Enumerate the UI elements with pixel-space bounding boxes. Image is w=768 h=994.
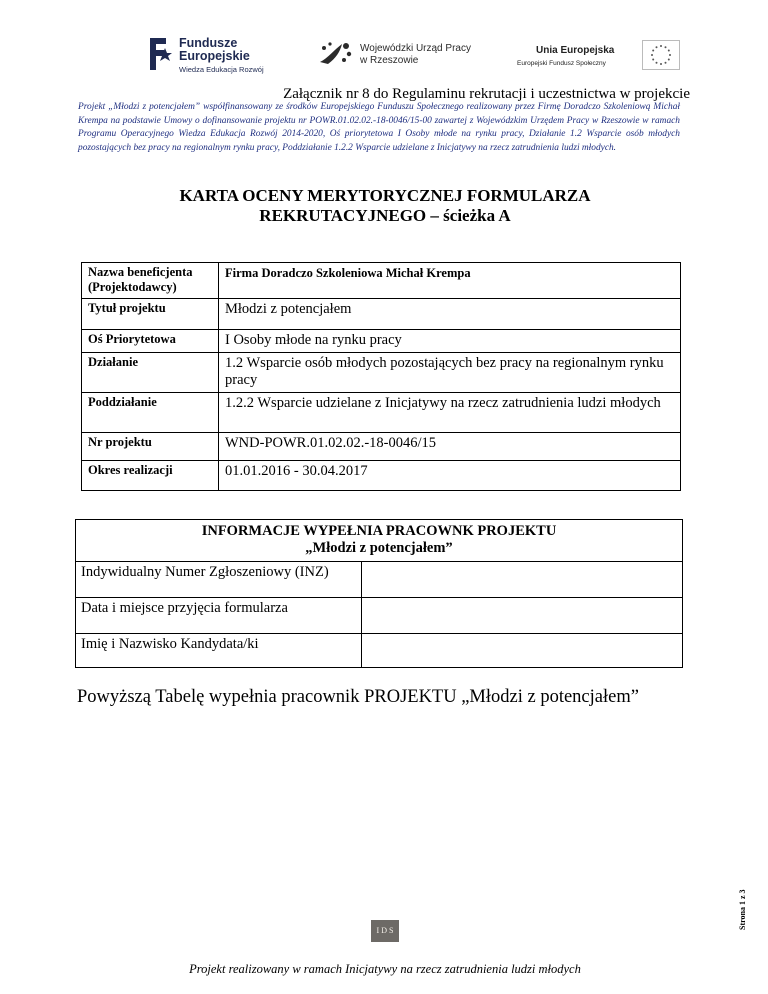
title-line2: REKRUTACYJNEGO – ścieżka A	[259, 206, 511, 225]
wup-logo-line1: Wojewódzki Urząd Pracy	[360, 43, 471, 54]
title-line1: KARTA OCENY MERYTORYCZNEJ FORMULARZA	[179, 186, 591, 205]
table-row	[82, 299, 681, 330]
value-cell: I Osoby młode na rynku pracy	[219, 330, 681, 353]
label-cell: Oś Priorytetowa	[82, 330, 219, 353]
table-row	[82, 433, 681, 461]
eu-flag-icon	[642, 40, 680, 70]
project-description: Projekt „Młodzi z potencjałem” współfinansowany ze środków Europejskiego Funduszu Społecznego realizowany przez Firmę Doradczo Szkoleniową Michał Krempa na podstawie Umowy o dofinansowanie projektu nr POWR.01.02.02.-18-0046/15-00 zawartej z Wojewódzkim Urzędem Pracy w Rzeszowie w ramach Programu Operacyjnego Wiedza Edukacja Rozwój 2014-2020, Oś priorytetowa I Osoby młode na rynku pracy, Działanie 1.2 Wsparcie osób młodych pozostających bez pracy na regionalnym rynku pracy, Poddziałanie 1.2.2 Wsparcie udzielane z Inicjatywy na rzecz zatrudnienia ludzi młodych.	[78, 102, 680, 153]
table-row	[82, 353, 681, 393]
ids-footer-logo: I D S	[371, 920, 399, 942]
label-cell: Indywidualny Numer Zgłoszeniowy (INZ)	[76, 562, 362, 598]
label-cell: Działanie	[82, 353, 219, 393]
wup-logo	[318, 40, 518, 72]
label-cell: Nr projektu	[82, 433, 219, 461]
ue-logo-fund: Europejski Fundusz Społeczny	[517, 60, 606, 67]
table-row	[76, 562, 683, 598]
value-cell: 1.2 Wsparcie osób młodych pozostających bez pracy na regionalnym rynku pracy	[219, 353, 681, 393]
label-cell: Imię i Nazwisko Kandydata/ki	[76, 634, 362, 668]
table-row	[82, 263, 681, 299]
table-row	[76, 634, 683, 668]
ue-logo-name: Unia Europejska	[536, 45, 615, 56]
unia-europejska-logo	[510, 40, 670, 74]
value-cell: WND-POWR.01.02.02.-18-0046/15	[219, 433, 681, 461]
value-cell: Młodzi z potencjałem	[219, 299, 681, 330]
value-cell: 01.01.2016 - 30.04.2017	[219, 461, 681, 491]
table-row	[76, 598, 683, 634]
candidate-name-field[interactable]	[362, 634, 683, 668]
wup-bird-icon	[318, 40, 354, 70]
staff-header-line1: INFORMACJE WYPEŁNIA PRACOWNK PROJEKTU	[201, 523, 557, 539]
staff-table-header	[76, 520, 683, 562]
fe-logo-sub: Wiedza Edukacja Rozwój	[179, 65, 264, 74]
table-note: Powyższą Tabelę wypełnia pracownik PROJEKTU „Młodzi z potencjałem”	[77, 687, 639, 707]
staff-info-table	[75, 519, 683, 668]
fe-logo-line1: Fundusze	[179, 36, 238, 50]
table-row	[82, 393, 681, 433]
fe-star-icon	[146, 36, 174, 72]
label-cell: Data i miejsce przyjęcia formularza	[76, 598, 362, 634]
fe-logo-line2: Europejskie	[179, 49, 250, 63]
wup-logo-line2: w Rzeszowie	[360, 55, 419, 66]
table-row	[82, 461, 681, 491]
value-cell: 1.2.2 Wsparcie udzielane z Inicjatywy na rzecz zatrudnienia ludzi młodych	[219, 393, 681, 433]
footer-text: Projekt realizowany w ramach Inicjatywy na rzecz zatrudnienia ludzi młodych	[189, 962, 581, 976]
project-info-table	[81, 262, 681, 491]
table-header-row	[76, 520, 683, 562]
page-number: Strona 1 z 3	[738, 889, 747, 930]
label-cell: Tytuł projektu	[82, 299, 219, 330]
staff-header-line2: „Młodzi z potencjałem”	[305, 540, 453, 556]
document-title	[100, 186, 670, 226]
value-cell: Firma Doradczo Szkoleniowa Michał Krempa	[219, 263, 681, 299]
label-cell: Okres realizacji	[82, 461, 219, 491]
label-cell: Nazwa beneficjenta (Projektodawcy)	[82, 263, 219, 299]
annex-heading: Załącznik nr 8 do Regulaminu rekrutacji i uczestnictwa w projekcie	[283, 86, 690, 102]
fundusze-europejskie-logo	[146, 32, 276, 78]
date-place-field[interactable]	[362, 598, 683, 634]
label-cell: Poddziałanie	[82, 393, 219, 433]
table-row	[82, 330, 681, 353]
inz-field[interactable]	[362, 562, 683, 598]
